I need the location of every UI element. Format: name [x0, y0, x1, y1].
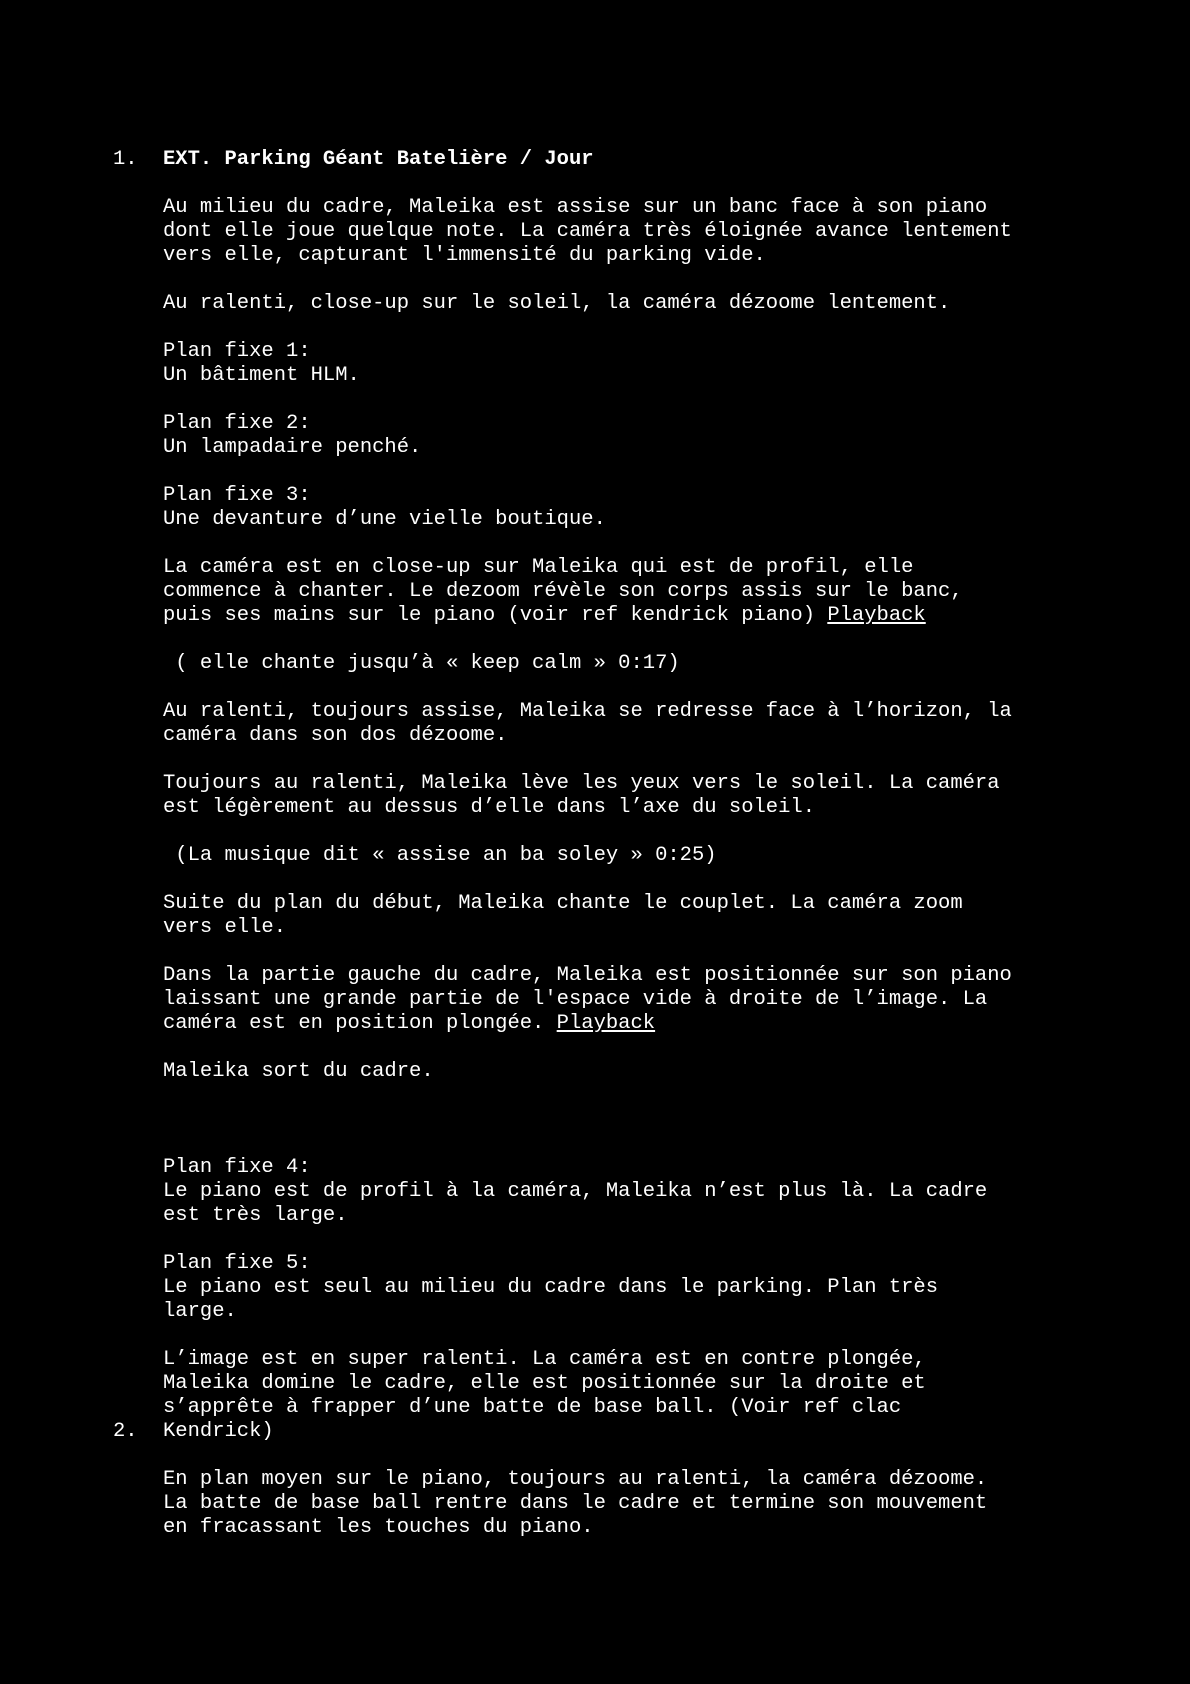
- plan-fixe-5: [163, 1252, 1173, 1324]
- text-line: dont elle joue quelque note. La caméra très éloignée avance lentement: [163, 220, 1012, 243]
- text-line: Au milieu du cadre, Maleika est assise sur un banc face à son piano: [163, 196, 988, 219]
- text-line: Maleika sort du cadre.: [163, 1060, 434, 1083]
- text-line: La caméra est en close-up sur Maleika qui est de profil, elle: [163, 556, 914, 579]
- text-line: Dans la partie gauche du cadre, Maleika est positionnée sur son piano: [163, 964, 1012, 987]
- plan-fixe-1: [163, 340, 1173, 388]
- text-line: Le piano est seul au milieu du cadre dans le parking. Plan très: [163, 1276, 939, 1299]
- text-line: Kendrick): [163, 1420, 274, 1443]
- text-line: Plan fixe 5:: [163, 1252, 311, 1275]
- text-line: Plan fixe 3:: [163, 484, 311, 507]
- text-line: Plan fixe 1:: [163, 340, 311, 363]
- text-span: caméra est en position plongée.: [163, 1012, 557, 1035]
- paragraph-13: [163, 1060, 1173, 1084]
- scene-heading: EXT. Parking Géant Batelière / Jour: [163, 148, 594, 171]
- text-line: Au ralenti, toujours assise, Maleika se redresse face à l’horizon, la: [163, 700, 1012, 723]
- text-line: vers elle, capturant l'immensité du parking vide.: [163, 244, 766, 267]
- text-span: puis ses mains sur le piano (voir ref kendrick piano): [163, 604, 828, 627]
- text-line: Plan fixe 2:: [163, 412, 311, 435]
- paragraph-2: [163, 292, 1173, 316]
- text-line: ( elle chante jusqu’à « keep calm » 0:17): [163, 652, 680, 675]
- text-line: Toujours au ralenti, Maleika lève les yeux vers le soleil. La caméra: [163, 772, 1000, 795]
- text-line: Maleika domine le cadre, elle est positionnée sur la droite et: [163, 1372, 926, 1395]
- text-line: vers elle.: [163, 916, 287, 939]
- text-line: En plan moyen sur le piano, toujours au ralenti, la caméra dézoome.: [163, 1468, 988, 1491]
- text-line: La batte de base ball rentre dans le cadre et termine son mouvement: [163, 1492, 988, 1515]
- text-line: large.: [163, 1300, 237, 1323]
- text-line: Un lampadaire penché.: [163, 436, 422, 459]
- text-line: Une devanture d’une vielle boutique.: [163, 508, 606, 531]
- text-line: Le piano est de profil à la caméra, Maleika n’est plus là. La cadre: [163, 1180, 988, 1203]
- text-line: laissant une grande partie de l'espace vide à droite de l’image. La: [163, 988, 988, 1011]
- playback-link[interactable]: Playback: [556, 1012, 656, 1035]
- scene-number-2: 2.: [113, 1420, 138, 1443]
- paragraph-9: [163, 772, 1173, 820]
- text-line: Au ralenti, close-up sur le soleil, la caméra dézoome lentement.: [163, 292, 951, 315]
- paragraph-12: [163, 964, 1173, 1036]
- screenplay-content: [163, 148, 1173, 1540]
- plan-fixe-4: [163, 1156, 1173, 1228]
- text-line: Suite du plan du début, Maleika chante le couplet. La caméra zoom: [163, 892, 963, 915]
- text-line: en fracassant les touches du piano.: [163, 1516, 594, 1539]
- text-line: [163, 1012, 1173, 1036]
- paragraph-17: [163, 1468, 1173, 1540]
- paragraph-6: [163, 556, 1173, 628]
- paragraph-16: [163, 1348, 1173, 1444]
- paragraph-11: [163, 892, 1173, 940]
- text-line: Plan fixe 4:: [163, 1156, 311, 1179]
- plan-fixe-2: [163, 412, 1173, 460]
- scene-number-1: 1.: [113, 148, 138, 171]
- paragraph-10: [163, 844, 1173, 868]
- plan-fixe-3: [163, 484, 1173, 532]
- text-line: L’image est en super ralenti. La caméra est en contre plongée,: [163, 1348, 926, 1371]
- text-line: [163, 604, 1173, 628]
- paragraph-8: [163, 700, 1173, 748]
- text-line: caméra dans son dos dézoome.: [163, 724, 508, 747]
- text-line: commence à chanter. Le dezoom révèle son corps assis sur le banc,: [163, 580, 963, 603]
- playback-link[interactable]: Playback: [827, 604, 926, 627]
- text-line: est très large.: [163, 1204, 348, 1227]
- text-line: Un bâtiment HLM.: [163, 364, 360, 387]
- paragraph-7: [163, 652, 1173, 676]
- text-line: (La musique dit « assise an ba soley » 0:25): [163, 844, 717, 867]
- text-line: est légèrement au dessus d’elle dans l’axe du soleil.: [163, 796, 816, 819]
- text-line: s’apprête à frapper d’une batte de base ball. (Voir ref clac: [163, 1396, 902, 1419]
- paragraph-1: [163, 196, 1173, 268]
